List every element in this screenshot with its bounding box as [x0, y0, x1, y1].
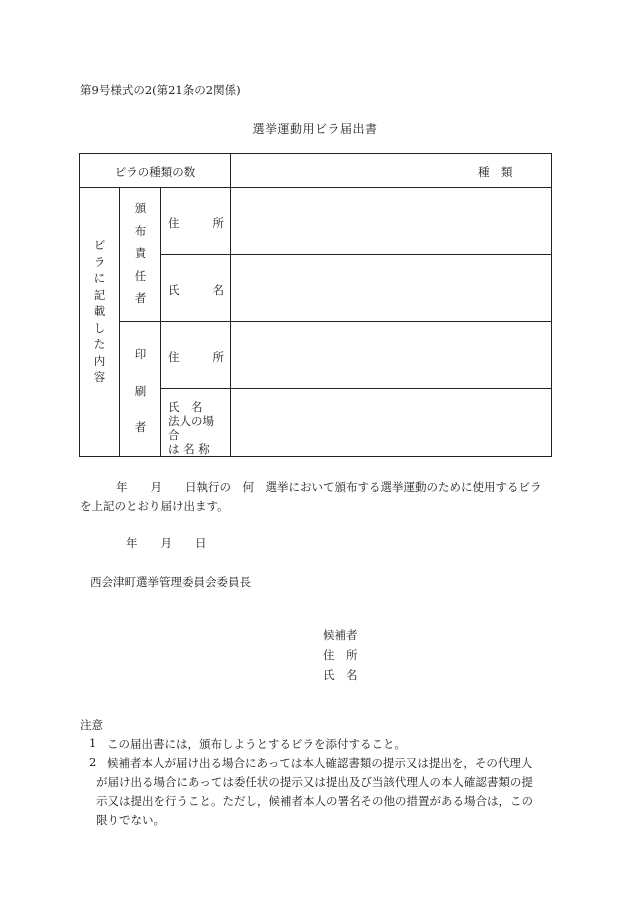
vertical-char: 者: [134, 291, 147, 305]
vertical-char: 頒: [134, 201, 147, 215]
corp-line-2: 法人の場合: [168, 414, 214, 442]
corp-line-3: は 名 称: [168, 442, 210, 456]
table-hline-role-split: [119, 321, 551, 322]
addressee: 西会津町選挙管理委員会委員長: [90, 575, 251, 589]
vertical-char: 記: [93, 287, 106, 302]
distributor-label: [132, 203, 149, 305]
table-hline-header: [80, 187, 551, 188]
table-vline-col2: [230, 154, 231, 456]
type-header: 種 類: [478, 165, 513, 179]
document-title: 選挙運動用ビラ届出書: [252, 122, 378, 136]
note-2-line-1: 候補者本人が届け出る場合にあっては本人確認書類の提示又は提出を，その代理人: [107, 756, 533, 770]
label-char: 住: [168, 350, 180, 364]
vertical-char: 任: [134, 268, 147, 283]
distributor-address-label: [168, 215, 224, 231]
printer-name-label: [168, 400, 224, 456]
table-hline-print-mid: [160, 388, 551, 389]
content-group-label: [91, 240, 108, 384]
label-char: 住: [168, 216, 180, 230]
form-number: 第9号様式の2(第21条の2関係): [80, 83, 241, 97]
vertical-char: 印: [134, 347, 147, 361]
vertical-char: 責: [134, 246, 147, 260]
candidate-name-label: 氏 名: [323, 668, 358, 682]
printer-label: [132, 349, 149, 434]
vertical-char: ビ: [93, 238, 106, 252]
statement-line-1: 年 月 日執行の 何 選挙において頒布する選挙運動のために使用するビラ: [116, 480, 542, 494]
distributor-name-label: [168, 282, 224, 298]
vertical-char: 容: [93, 370, 106, 384]
notes-title: 注意: [80, 718, 103, 732]
vertical-char: 刷: [134, 383, 147, 398]
note-2-line-2: が届け出る場合にあっては委任状の提示又は提出及び当該代理人の本人確認書類の提: [96, 775, 533, 789]
leaflet-notification-table: [79, 153, 552, 457]
candidate-address-label: 住 所: [323, 648, 358, 662]
submission-date: 年 月 日: [126, 536, 207, 550]
count-header: ビラの種類の数: [114, 165, 196, 179]
vertical-char: た: [93, 337, 106, 351]
vertical-char: ラ: [93, 254, 106, 269]
vertical-char: し: [93, 320, 106, 335]
vertical-char: に: [93, 271, 106, 285]
statement-line-2: を上記のとおり届け出ます。: [80, 499, 229, 513]
candidate-label: 候補者: [323, 628, 358, 642]
vertical-char: 者: [134, 420, 147, 434]
printer-address-label: [168, 349, 224, 365]
label-char: 名: [212, 283, 224, 297]
note-number: 1: [89, 736, 97, 750]
note-1-line-1: この届出書には，頒布しようとするビラを添付すること。: [107, 737, 406, 751]
label-char: 所: [212, 350, 224, 364]
table-hline-dist-mid: [160, 254, 551, 255]
note-2-line-3: 示又は提出を行うこと。ただし，候補者本人の署名その他の措置がある場合は，この: [96, 794, 533, 808]
label-char: 氏: [168, 283, 180, 297]
label-char: 所: [212, 216, 224, 230]
note-number: 2: [89, 755, 97, 769]
vertical-char: 載: [93, 304, 106, 318]
corp-line-1: 氏 名: [168, 400, 203, 414]
note-2-line-4: 限りでない。: [96, 813, 165, 827]
vertical-char: 内: [93, 353, 106, 368]
vertical-char: 布: [134, 223, 147, 238]
